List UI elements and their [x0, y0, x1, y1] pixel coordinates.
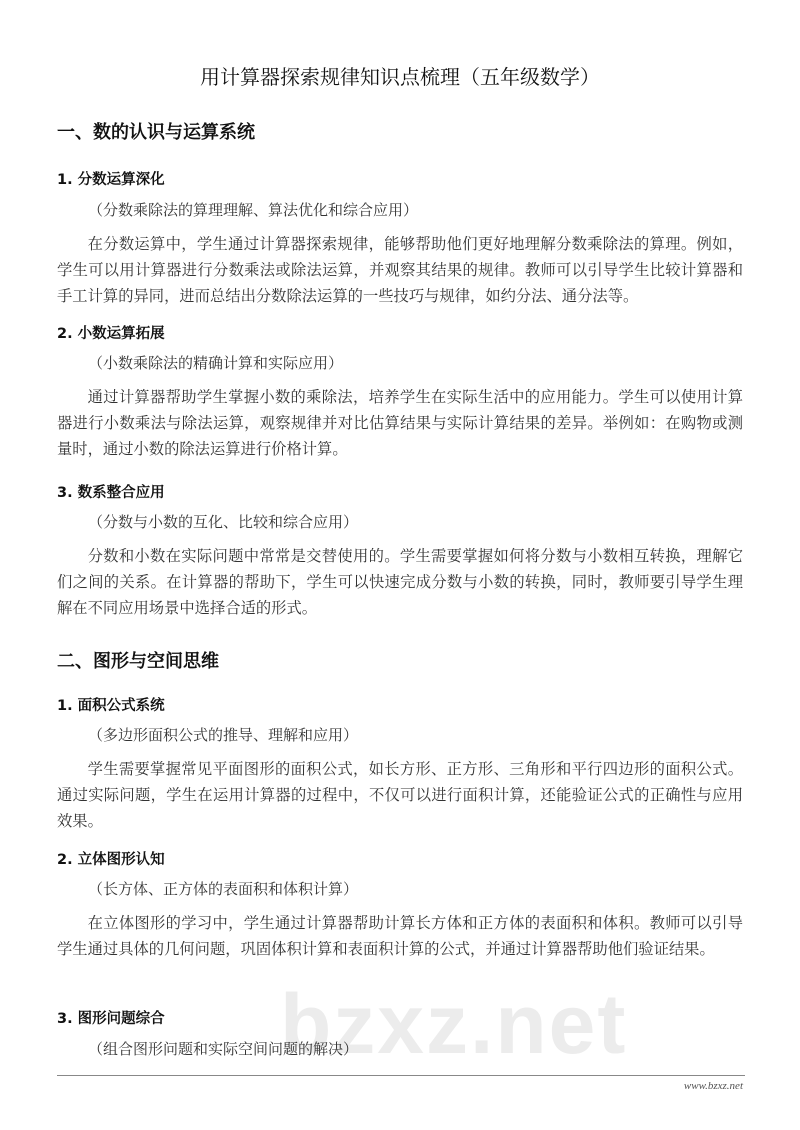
footer-divider [57, 1075, 745, 1076]
subsection-note: （多边形面积公式的推导、理解和应用） [88, 726, 359, 744]
section-heading: 一、数的认识与运算系统 [57, 122, 255, 143]
subsection-note: （长方体、正方体的表面积和体积计算） [88, 880, 359, 898]
subsection-heading: 1. 分数运算深化 [57, 172, 165, 188]
subsection-heading: 2. 小数运算拓展 [57, 326, 165, 342]
subsection-note: （分数与小数的互化、比较和综合应用） [88, 513, 359, 531]
subsection-note: （组合图形问题和实际空间问题的解决） [88, 1040, 359, 1058]
section-heading: 二、图形与空间思维 [57, 651, 219, 672]
footer-url: www.bzxz.net [683, 1080, 743, 1092]
subsection-note: （小数乘除法的精确计算和实际应用） [88, 354, 344, 372]
paragraph: 在立体图形的学习中，学生通过计算器帮助计算长方体和正方体的表面积和体积。教师可以引导学生通过具体的几何问题，巩固体积计算和表面积计算的公式，并通过计算器帮助他们验证结果。 [57, 914, 743, 958]
watermark: bzxz.net [280, 977, 628, 1071]
subsection-heading: 3. 图形问题综合 [57, 1011, 165, 1027]
paragraph: 分数和小数在实际问题中常常是交替使用的。学生需要掌握如何将分数与小数相互转换，理解它们之间的关系。在计算器的帮助下，学生可以快速完成分数与小数的转换，同时，教师要引导学生理解在不同应用场景中选择合适的形式。 [57, 547, 743, 617]
subsection-heading: 2. 立体图形认知 [57, 852, 165, 868]
paragraph: 学生需要掌握常见平面图形的面积公式，如长方形、正方形、三角形和平行四边形的面积公式。通过实际问题，学生在运用计算器的过程中，不仅可以进行面积计算，还能验证公式的正确性与应用效果。 [57, 760, 743, 830]
subsection-heading: 3. 数系整合应用 [57, 485, 165, 501]
subsection-note: （分数乘除法的算理理解、算法优化和综合应用） [88, 201, 419, 219]
paragraph: 在分数运算中，学生通过计算器探索规律，能够帮助他们更好地理解分数乘除法的算理。例如，学生可以用计算器进行分数乘法或除法运算，并观察其结果的规律。教师可以引导学生比较计算器和手工计算的异同，进而总结出分数除法运算的一些技巧与规律，如约分法、通分法等。 [57, 235, 743, 305]
paragraph: 通过计算器帮助学生掌握小数的乘除法，培养学生在实际生活中的应用能力。学生可以使用计算器进行小数乘法与除法运算，观察规律并对比估算结果与实际计算结果的差异。举例如：在购物或测量时，通过小数的除法运算进行价格计算。 [57, 388, 743, 458]
page-title: 用计算器探索规律知识点梳理（五年级数学） [200, 65, 600, 89]
subsection-heading: 1. 面积公式系统 [57, 698, 165, 714]
